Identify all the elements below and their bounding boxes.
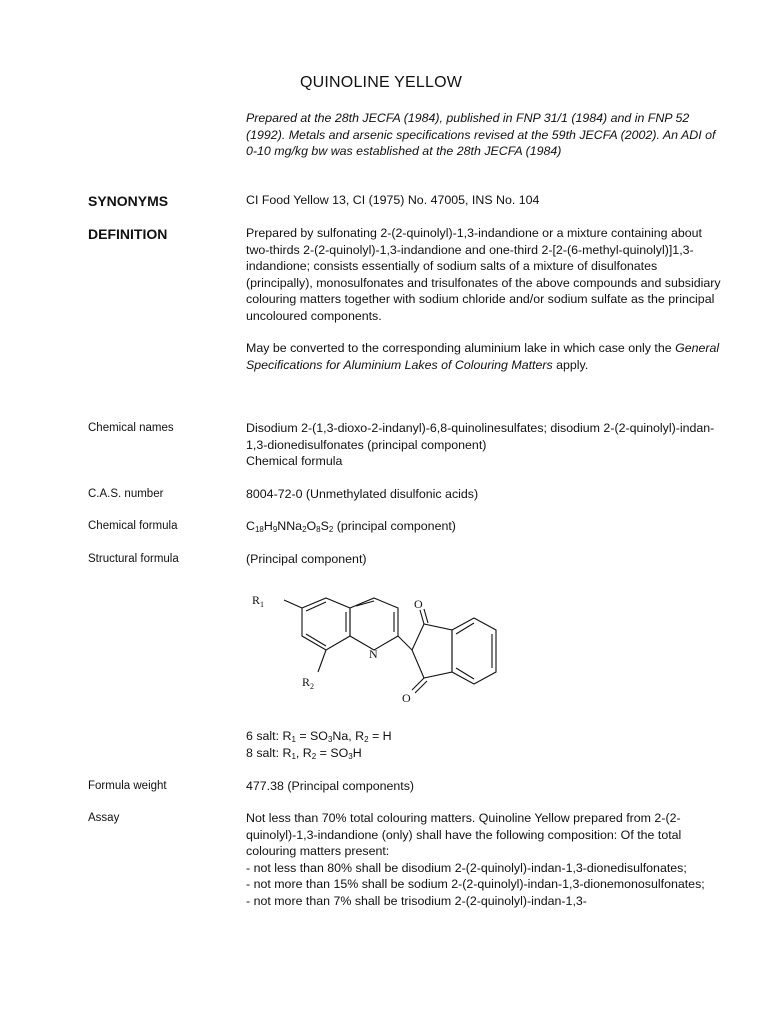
- formula-o-count: 8: [316, 525, 321, 534]
- definition-paragraph-1: Prepared by sulfonating 2-(2-quinolyl)-1,3-indandione or a mixture containing about two-thirds 2-(2-quinolyl)-1,3-indandione and one-third 2-[2-(6-methyl-quinolyl)]1,3-indandione; consists essentially of sodium salts of a mixture of disulfonates (principally), monosulfonates and trisulfonates of the above compounds and subsidiary colouring matters together with sodium chloride and/or sodium sulfate as the principal uncoloured components.: [246, 226, 721, 323]
- molecule-bonds: [284, 598, 496, 693]
- page-title: QUINOLINE YELLOW: [300, 74, 463, 91]
- assay-item: - not more than 7% shall be trisodium 2-(2-quinolyl)-indan-1,3-: [246, 893, 587, 908]
- indane-benzene-ring: [452, 618, 496, 684]
- atom-n: N: [369, 647, 378, 661]
- structural-formula-diagram: [246, 588, 506, 708]
- synonyms-value: CI Food Yellow 13, CI (1975) No. 47005, INS No. 104: [246, 193, 540, 207]
- atom-o-top: O: [414, 597, 423, 611]
- definition-paragraph-2: [246, 340, 726, 373]
- atom-o-bottom: O: [402, 691, 411, 705]
- intro-note: Prepared at the 28th JECFA (1984), published in FNP 31/1 (1984) and in FNP 52 (1992). Metals and arsenic specifications revised at the 59th JECFA (2002). An ADI of 0-10 mg/kg bw was established at the 28th JECFA (1984): [246, 111, 716, 158]
- indane-double-3: [456, 668, 474, 679]
- carbonyl-top-bond: [420, 610, 424, 624]
- formula-weight-label: Formula weight: [88, 780, 167, 792]
- salt-definitions: [246, 728, 392, 761]
- chemical-names-label: Chemical names: [88, 422, 174, 434]
- indandione-ring: [412, 624, 452, 678]
- formula-s: S: [320, 519, 329, 533]
- formula-h-count: 9: [272, 525, 278, 534]
- cas-label: C.A.S. number: [88, 488, 164, 500]
- formula-c-count: 18: [254, 525, 264, 534]
- r2-bond: [318, 650, 326, 672]
- atom-r1: $R_1$: [252, 593, 265, 609]
- definition-para2-prefix: May be converted to the corresponding aluminium lake in which case only the: [246, 341, 676, 355]
- chemical-names-extra: Chemical formula: [246, 454, 343, 468]
- chemical-names-value: [246, 420, 726, 470]
- chemical-formula-value: [246, 518, 726, 535]
- benzo-double-1: [306, 602, 326, 611]
- assay-list: [246, 860, 726, 910]
- molecule-svg: [246, 588, 506, 708]
- carbonyl-top-double: [424, 609, 428, 623]
- formula-s-count: 2: [328, 525, 334, 534]
- formula-h: H: [263, 519, 273, 533]
- structural-formula-value: (Principal component): [246, 552, 367, 566]
- formula-c: C: [246, 519, 255, 533]
- formula-na-count: 2: [302, 525, 307, 534]
- formula-nna: NNa: [277, 519, 303, 533]
- salt-8-line: 8 salt: $R_1$, $R_2 = SO_3H$: [246, 745, 362, 761]
- salt-6-line: 6 salt: $R_1 = SO_3Na$, $R_2 = H$: [246, 729, 392, 744]
- assay-item: - not less than 80% shall be disodium 2-(2-quinolyl)-indan-1,3-dionedisulfonates;: [246, 860, 687, 875]
- chemical-formula-label: Chemical formula: [88, 520, 178, 532]
- indane-double-1: [456, 623, 474, 634]
- formula-suffix: (principal component): [333, 519, 456, 533]
- carbonyl-bottom-double: [415, 681, 427, 693]
- carbonyl-bottom-bond: [412, 678, 424, 690]
- r1-bond: [284, 600, 302, 608]
- formula-weight-value: 477.38 (Principal components): [246, 779, 415, 793]
- link-bond: [398, 636, 412, 650]
- definition-para2-italic: General Specifications for Aluminium Lakes of Colouring Matters: [246, 341, 720, 372]
- chemical-names-text: Disodium 2-(1,3-dioxo-2-indanyl)-6,8-quinolinesulfates; disodium 2-(2-quinolyl)-indan-1,3-dionedisulfonates (principal component): [246, 421, 715, 452]
- benzo-ring: [302, 598, 350, 650]
- definition-para2-suffix: apply.: [552, 357, 589, 372]
- assay-intro: Not less than 70% total colouring matters. Quinoline Yellow prepared from 2-(2-quinolyl)-1,3-indandione (only) shall have the following composition: Of the total colouring matters present:: [246, 811, 682, 858]
- synonyms-label: SYNONYMS: [88, 193, 169, 209]
- definition-value: [246, 225, 726, 373]
- definition-label: DEFINITION: [88, 226, 168, 242]
- molecule-labels: [252, 593, 423, 705]
- assay-label: Assay: [88, 812, 120, 824]
- assay-item: - not more than 15% shall be sodium 2-(2-quinolyl)-indan-1,3-dionemonosulfonates;: [246, 877, 705, 891]
- structural-formula-label: Structural formula: [88, 553, 179, 565]
- assay-value: [246, 810, 726, 909]
- cas-value: 8004-72-0 (Unmethylated disulfonic acids): [246, 487, 479, 501]
- atom-r2: $R_2$: [302, 675, 315, 691]
- formula-o: O: [306, 519, 317, 533]
